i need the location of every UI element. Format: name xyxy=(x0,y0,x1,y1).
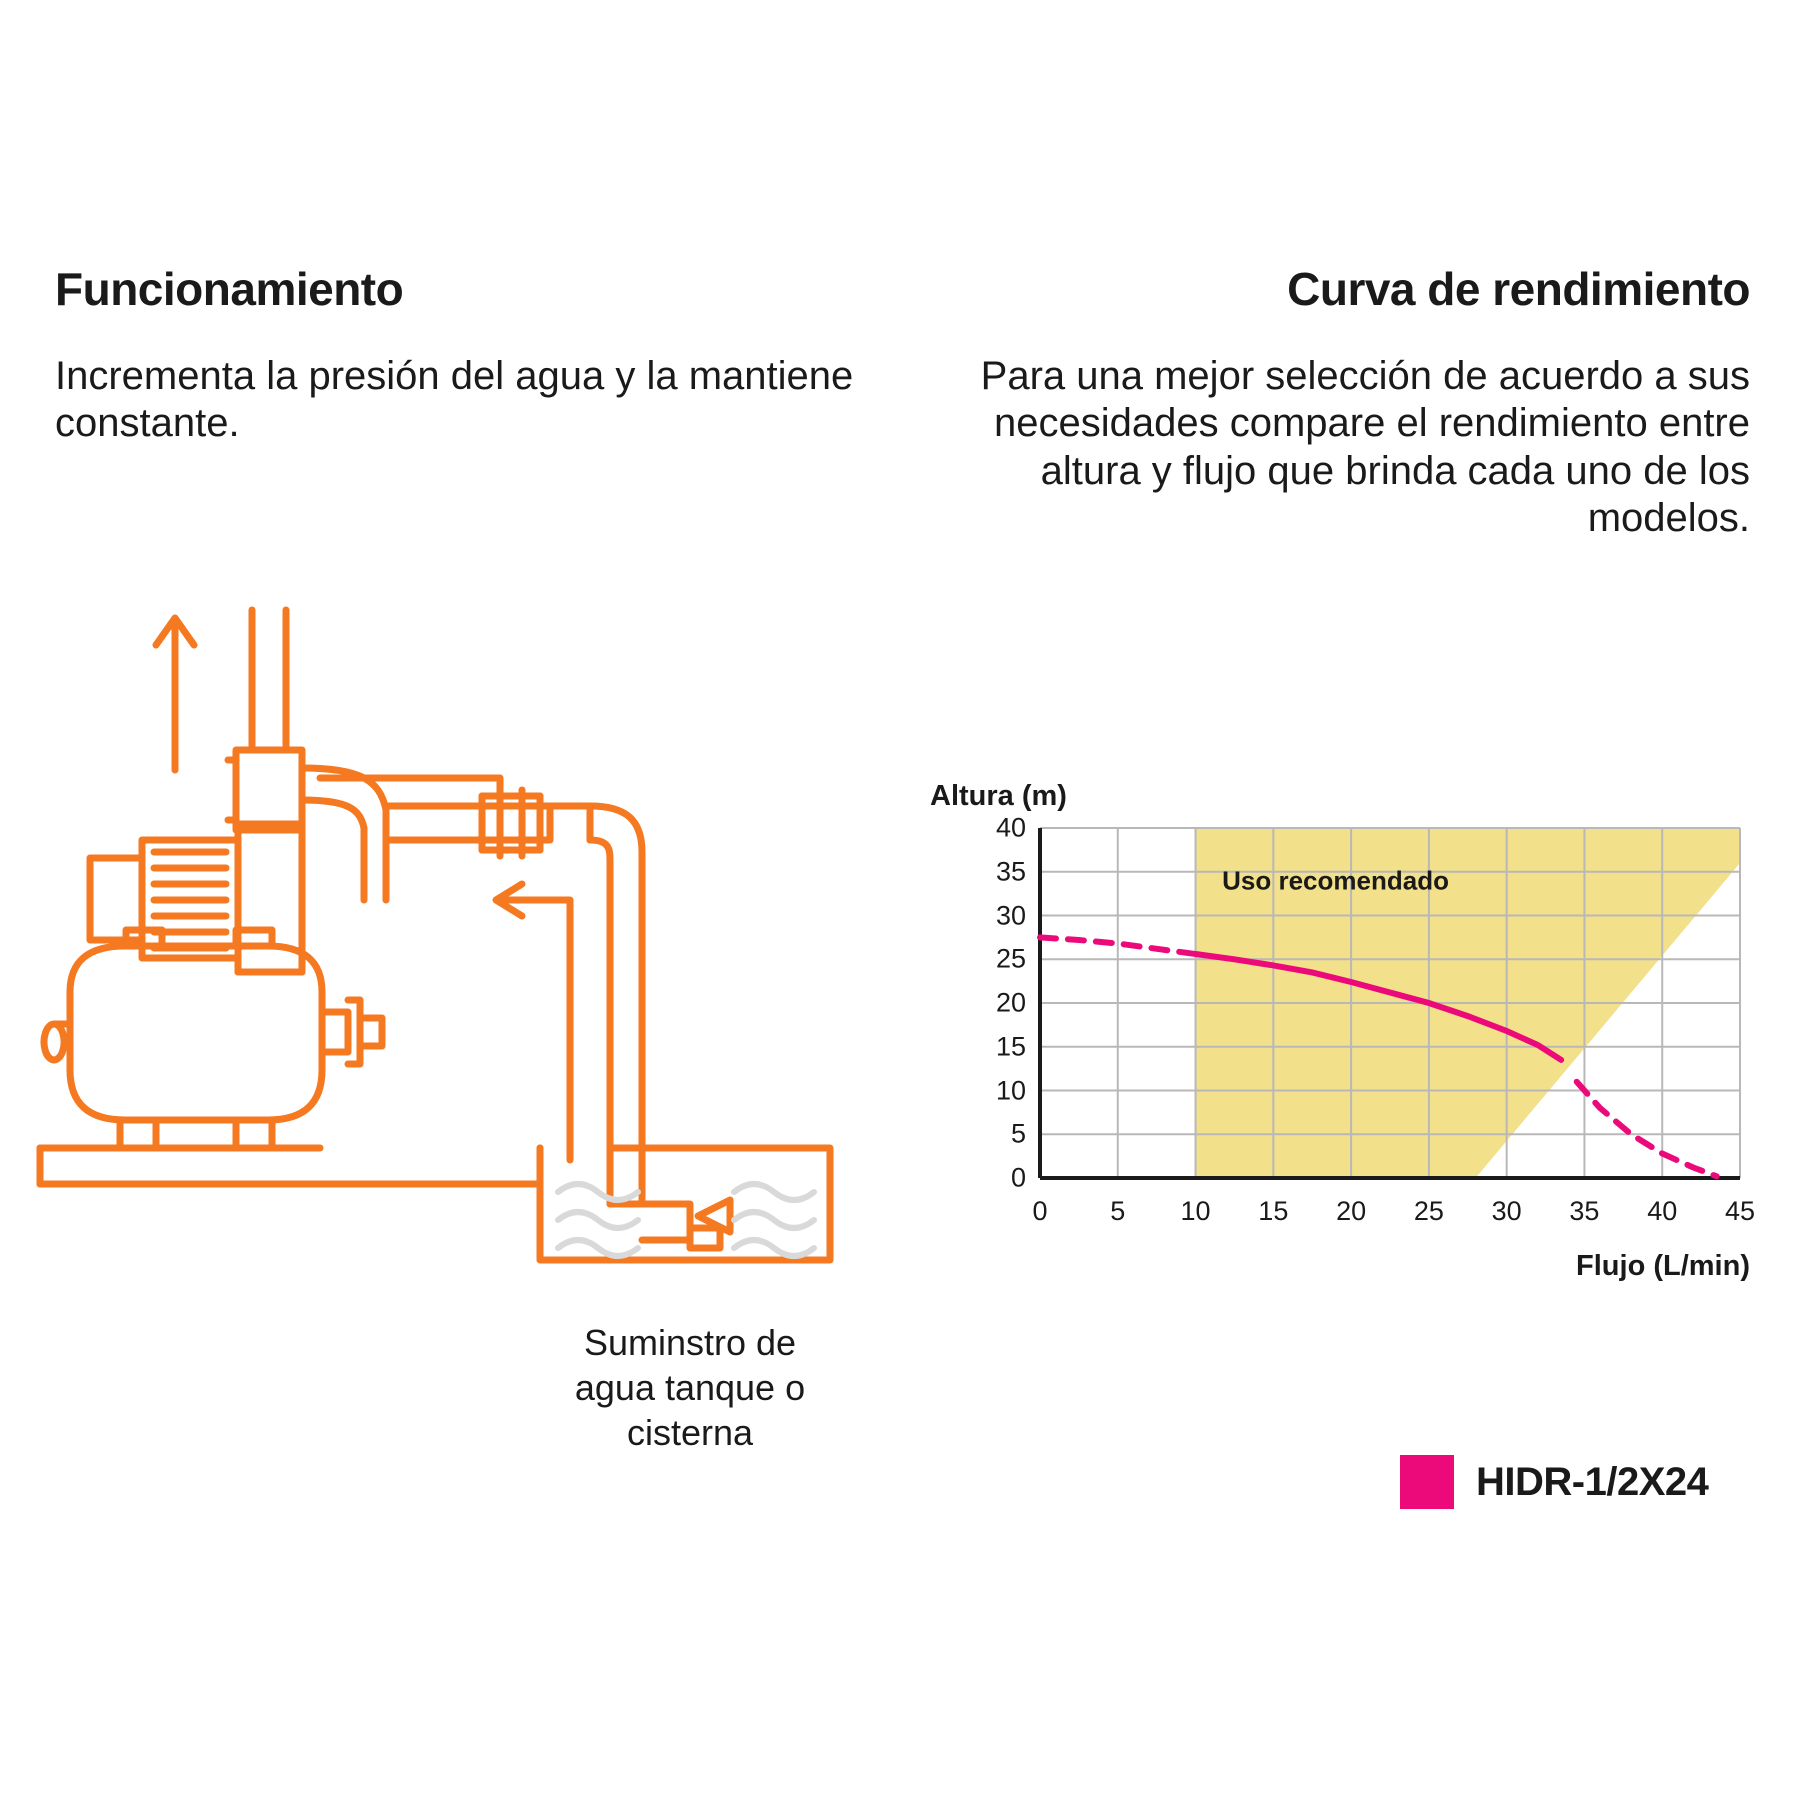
y-tick-label: 15 xyxy=(995,1031,1026,1062)
chart-legend xyxy=(1400,1455,1708,1509)
x-tick-label: 10 xyxy=(1180,1196,1211,1226)
x-tick-label: 0 xyxy=(1032,1196,1048,1226)
performance-chart xyxy=(930,780,1760,1340)
funcionamiento-section xyxy=(55,265,875,448)
x-tick-label: 40 xyxy=(1647,1196,1678,1226)
x-tick-label: 35 xyxy=(1569,1196,1600,1226)
x-tick-label: 25 xyxy=(1413,1196,1444,1226)
diagram-caption: Suminstro de agua tanque o cisterna xyxy=(574,1322,806,1453)
y-tick-label: 5 xyxy=(1010,1118,1026,1149)
y-tick-label: 40 xyxy=(995,812,1026,843)
legend-label: HIDR-1/2X24 xyxy=(1476,1459,1709,1504)
x-tick-label: 5 xyxy=(1110,1196,1126,1226)
y-tick-label: 20 xyxy=(995,987,1026,1018)
y-tick-label: 10 xyxy=(995,1075,1026,1105)
funcionamiento-description: Incrementa la presión del agua y la mantiene constante. xyxy=(55,354,854,446)
curva-description: Para una mejor selección de acuerdo a sus necesidades compare el rendimiento entre altura y flujo que brinda cada uno de los modelos. xyxy=(980,354,1750,540)
y-tick-label: 30 xyxy=(995,900,1026,930)
recommended-use-annotation: Uso recomendado xyxy=(1222,865,1449,895)
plot-area xyxy=(995,812,1756,1226)
x-tick-label: 45 xyxy=(1724,1196,1756,1226)
x-tick-label: 15 xyxy=(1258,1196,1289,1226)
page-title-funcionamiento: Funcionamiento xyxy=(55,263,404,315)
y-tick-label: 25 xyxy=(995,943,1026,974)
pressure-pump-with-tank-diagram xyxy=(30,600,900,1320)
y-tick-label: 35 xyxy=(995,856,1026,887)
x-axis-label: Flujo (L/min) xyxy=(1576,1250,1750,1282)
y-tick-label: 0 xyxy=(1010,1162,1026,1193)
x-tick-label: 30 xyxy=(1491,1196,1522,1226)
y-axis-label: Altura (m) xyxy=(930,780,1067,812)
page-title-curva: Curva de rendimiento xyxy=(1287,263,1750,315)
legend-color-swatch xyxy=(1400,1455,1454,1509)
curva-rendimiento-section xyxy=(940,265,1750,542)
x-tick-label: 20 xyxy=(1336,1196,1367,1226)
